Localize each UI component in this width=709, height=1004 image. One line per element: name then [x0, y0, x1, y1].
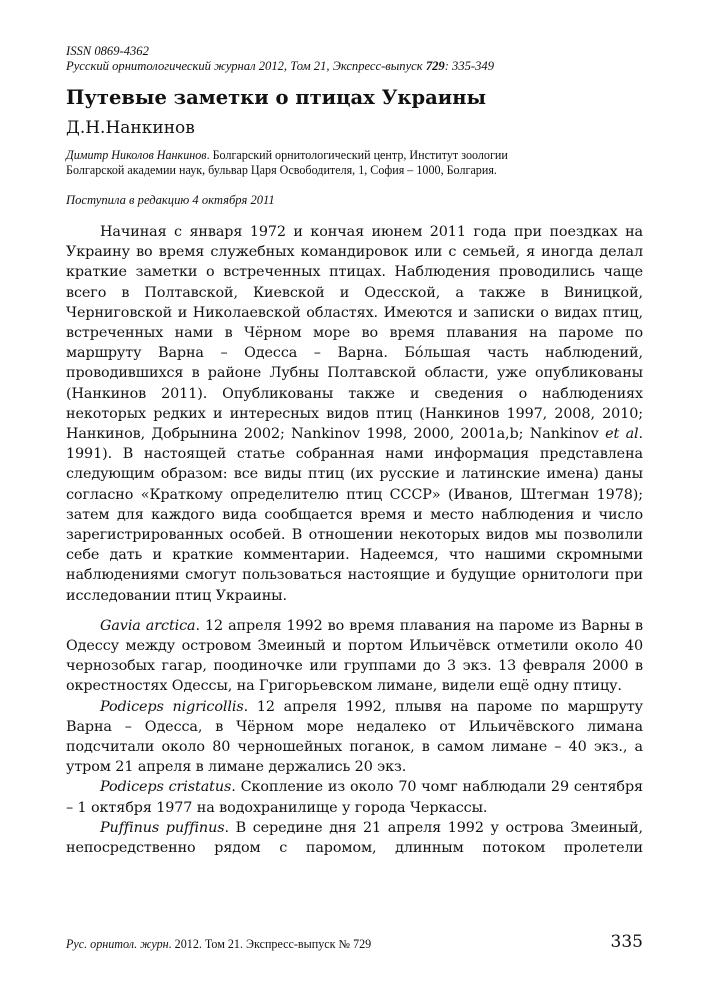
species-paragraph: Gavia arctica. 12 апреля 1992 во время плавания на пароме из Варны в Одессу между островом Змеиный и портом Ильичёвск отметили около 40 чернозобых гагар, поодиночке или группами до 3 экз. 13 февраля 2000 в окрестностях Одессы, на Григорьевском лимане, видели ещё одну птицу. [66, 617, 643, 695]
species-name: Podiceps cristatus [100, 779, 232, 796]
et-al-italic: et al [605, 426, 639, 443]
species-paragraph: Podiceps nigricollis. 12 апреля 1992, плывя на пароме по маршруту Варна – Одесса, в Чёрном море недалеко от Ильичёвского лимана подсчитали около 80 черношейных поганок, в самом лимане – 40 экз., а утром 21 апреля в лимане держались 20 экз. [66, 698, 643, 776]
article-title: Путевые заметки о птицах Украины [66, 86, 487, 109]
footer-citation: . 2012. Том 21. Экспресс-выпуск № 729 [168, 937, 372, 951]
affiliation-author-name: Димитр Николов Нанкинов [66, 148, 207, 162]
affiliation-line-2: Болгарской академии наук, бульвар Царя Освободителя, 1, София – 1000, Болгария. [66, 163, 497, 177]
species-name: Puffinus puffinus [100, 819, 225, 836]
intro-paragraph: Начиная с января 1972 и кончая июнем 2011 года при поездках на Украину во время служебных командировок или с семьей, я иногда делал краткие заметки о встреченных птицах. Наблюдения проводились чаще всего в Полтавской, Киевской и Одесской, а также в Виницкой, Черниговской и Николаевской областях. Имеются и записки о видах птиц, встреченных нами в Чёрном море во время плавания на пароме по маршруту Варна – Одесса – Варна. Бóльшая часть наблюдений, проводившихся в районе Лубны Полтавской области, уже опубликованы (Нанкинов 2011). Опубликованы также и сведения о наблюдениях некоторых редких и интересных видов птиц (Нанкинов 1997, 2008, 2010; Нанкинов, Добрынина 2002; Nankinov 1998, 2000, 2001a,b; Nankinov et al. 1991). В настоящей статье собранная нами информация представлена следующим образом: все виды птиц (их русские и латинские имена) даны согласно «Краткому определителю птиц СССР» (Иванов, Штегман 1978); затем для каждого вида сообщается время и место наблюдения и число зарегистрированных особей. В отношении некоторых видов мы позволили себе дать и краткие комментарии. Надеемся, что нашими скромными наблюдениями смогут пользоваться настоящие и будущие орнитологи при исследовании птиц Украины. [66, 224, 643, 604]
issue-number: 729 [425, 59, 445, 73]
article-body [66, 222, 643, 858]
received-date: Поступила в редакцию 4 октября 2011 [66, 193, 275, 207]
page-number: 335 [610, 932, 643, 952]
journal-citation [66, 59, 643, 74]
page-content [66, 44, 643, 858]
footer-journal-abbrev: Рус. орнитол. журн [66, 937, 169, 951]
article-author: Д.Н.Нанкинов [66, 118, 195, 138]
author-affiliation [66, 148, 643, 178]
species-paragraph: Puffinus puffinus. В середине дня 21 апреля 1992 у острова Змеиный, непосредственно рядом с паромом, длинным потоком пролетели [66, 819, 643, 857]
page-range: : 335-349 [444, 59, 495, 73]
page-footer [66, 932, 643, 956]
journal-header [66, 44, 643, 74]
species-name: Gavia arctica [100, 617, 196, 634]
affiliation-line-1: . Болгарский орнитологический центр, Институт зоологии [206, 148, 508, 162]
species-name: Podiceps nigricollis [100, 698, 244, 715]
footer-source [66, 937, 371, 952]
journal-name: Русский орнитологический журнал 2012, Том 21, Экспресс-выпуск [66, 59, 426, 73]
species-paragraph: Podiceps cristatus. Скопление из около 70 чомг наблюдали 29 сентября – 1 октября 1977 на водохранилище у города Черкассы. [66, 779, 643, 816]
issn: ISSN 0869-4362 [66, 44, 149, 58]
